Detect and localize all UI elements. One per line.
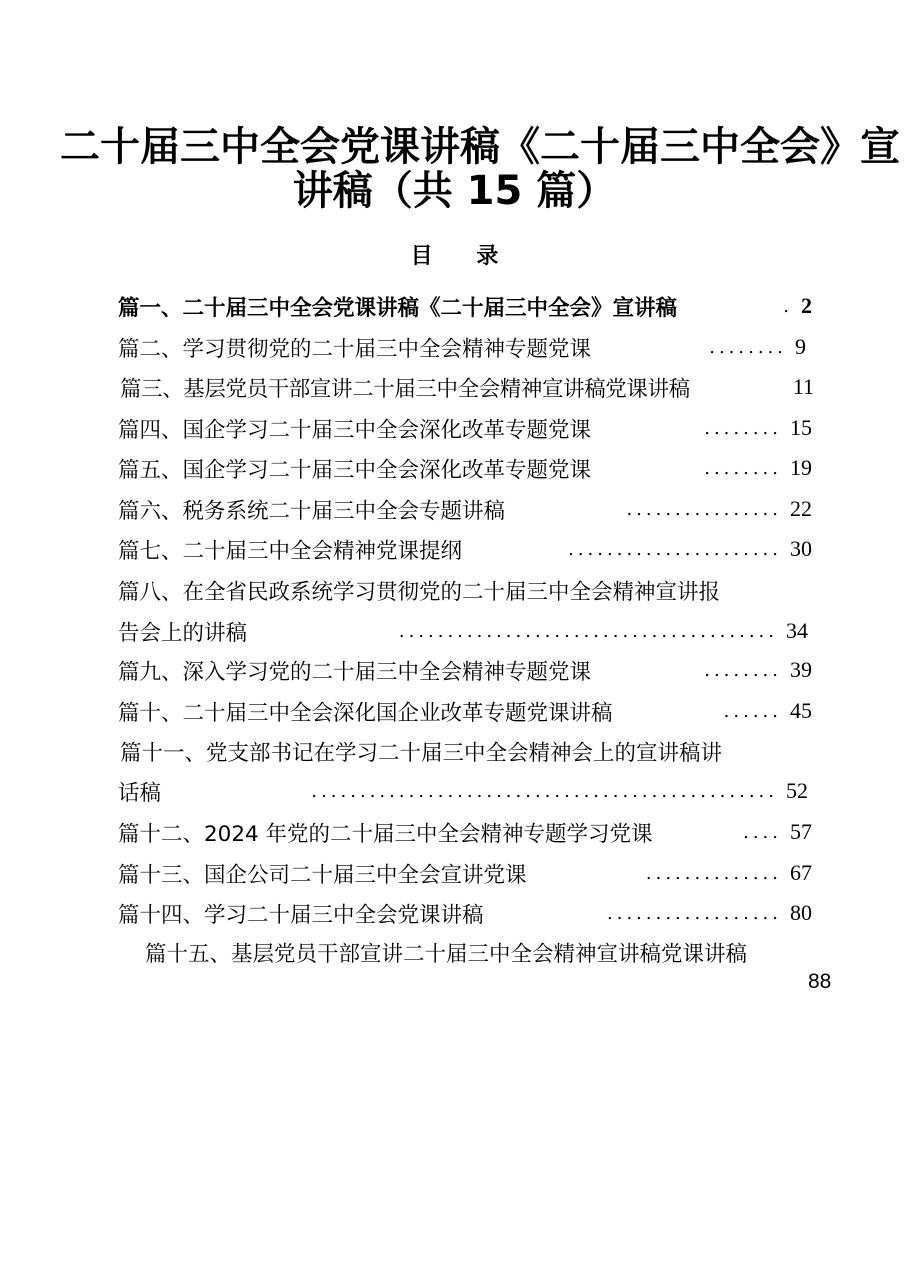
toc-entry-12[interactable] [118, 812, 812, 852]
toc-entry-page: 45 [790, 698, 812, 723]
toc-entry-10[interactable] [118, 691, 812, 731]
toc-entry-title: 篇十三、国企公司二十届三中全会宣讲党课 [118, 862, 527, 888]
toc-entry-15[interactable]: 篇十五、基层党员干部宣讲二十届三中全会精神宣讲稿党课讲稿 [145, 942, 748, 967]
toc-entry-9[interactable] [118, 650, 812, 690]
toc-entry-leader: ........ [704, 457, 782, 479]
toc-entry-title: 篇十一、党支部书记在学习二十届三中全会精神会上的宣讲稿讲 [120, 740, 723, 766]
toc-entry-leader: ...... [723, 700, 782, 722]
toc-entry-leader: ................................................ [311, 780, 778, 802]
toc-entry-page: 11 [792, 374, 814, 399]
toc-entry-page: 2 [801, 293, 812, 318]
toc-entry-page: 15 [790, 415, 812, 440]
toc-entry-title: 篇六、税务系统二十届三中全会专题讲稿 [118, 498, 506, 524]
toc-entry-page: 9 [795, 334, 806, 359]
toc-entry-page: 22 [790, 496, 812, 521]
toc-entry-title: 篇八、在全省民政系统学习贯彻党的二十届三中全会精神宣讲报 [118, 579, 721, 605]
toc-entry-11-continued[interactable] [118, 771, 812, 811]
toc-entry-13[interactable] [118, 853, 812, 893]
toc-entry-15-page: 88 [808, 970, 832, 993]
toc-entry-leader: . [783, 295, 793, 317]
toc-entry-page: 67 [790, 860, 812, 885]
toc-entry-title: 篇十二、2024 年党的二十届三中全会精神专题学习党课 [118, 821, 653, 847]
toc-entry-title-continued: 话稿 [118, 780, 162, 806]
toc-entry-14[interactable] [118, 893, 812, 933]
toc-entry-page: 39 [790, 657, 812, 682]
toc-entry-leader: .... [743, 821, 782, 843]
toc-entry-8-continued[interactable] [118, 611, 812, 651]
toc-entry-page: 19 [790, 455, 812, 480]
toc-entry-leader: .............. [645, 862, 782, 884]
toc-entry-leader: ........ [704, 417, 782, 439]
toc-entry-leader: ....................................... [398, 620, 778, 642]
toc-entry-title: 篇十、二十届三中全会深化国企业改革专题党课讲稿 [118, 700, 613, 726]
toc-entry-leader: ................ [626, 498, 782, 520]
toc-entry-5[interactable] [118, 448, 812, 488]
document-title-line-1: 二十届三中全会党课讲稿《二十届三中全会》宣 [60, 124, 900, 170]
toc-entry-1[interactable] [118, 286, 812, 326]
toc-entry-2[interactable] [118, 327, 812, 367]
toc-entry-title: 篇十四、学习二十届三中全会党课讲稿 [118, 902, 484, 928]
toc-entry-page: 52 [786, 778, 808, 803]
toc-entry-11[interactable] [120, 731, 814, 771]
toc-entry-leader: ........ [704, 659, 782, 681]
toc-entry-page: 80 [790, 900, 812, 925]
toc-entry-leader: ...................... [568, 538, 782, 560]
toc-entry-title-continued: 告会上的讲稿 [118, 620, 248, 646]
toc-entry-3[interactable] [120, 367, 814, 407]
document-title-line-2: 讲稿（共 15 篇） [292, 168, 617, 214]
toc-entry-7[interactable] [118, 529, 812, 569]
toc-entry-leader: ........ [709, 336, 787, 358]
toc-heading: 目 录 [410, 244, 517, 269]
toc-entry-title: 篇五、国企学习二十届三中全会深化改革专题党课 [118, 457, 592, 483]
toc-entry-title: 篇一、二十届三中全会党课讲稿《二十届三中全会》宣讲稿 [118, 295, 678, 321]
toc-entry-leader: .................. [607, 902, 782, 924]
toc-entry-6[interactable] [118, 489, 812, 529]
toc-entry-page: 30 [790, 536, 812, 561]
toc-entry-page: 57 [790, 819, 812, 844]
toc-entry-title: 篇二、学习贯彻党的二十届三中全会精神专题党课 [118, 336, 592, 362]
toc-entry-4[interactable] [118, 408, 812, 448]
toc-entry-title: 篇四、国企学习二十届三中全会深化改革专题党课 [118, 417, 592, 443]
toc-entry-title: 篇九、深入学习党的二十届三中全会精神专题党课 [118, 659, 592, 685]
toc-entry-title: 篇七、二十届三中全会精神党课提纲 [118, 538, 463, 564]
toc-entry-page: 34 [786, 618, 808, 643]
toc-entry-8[interactable] [118, 570, 812, 610]
toc-entry-title: 篇三、基层党员干部宣讲二十届三中全会精神宣讲稿党课讲稿 [120, 376, 690, 402]
